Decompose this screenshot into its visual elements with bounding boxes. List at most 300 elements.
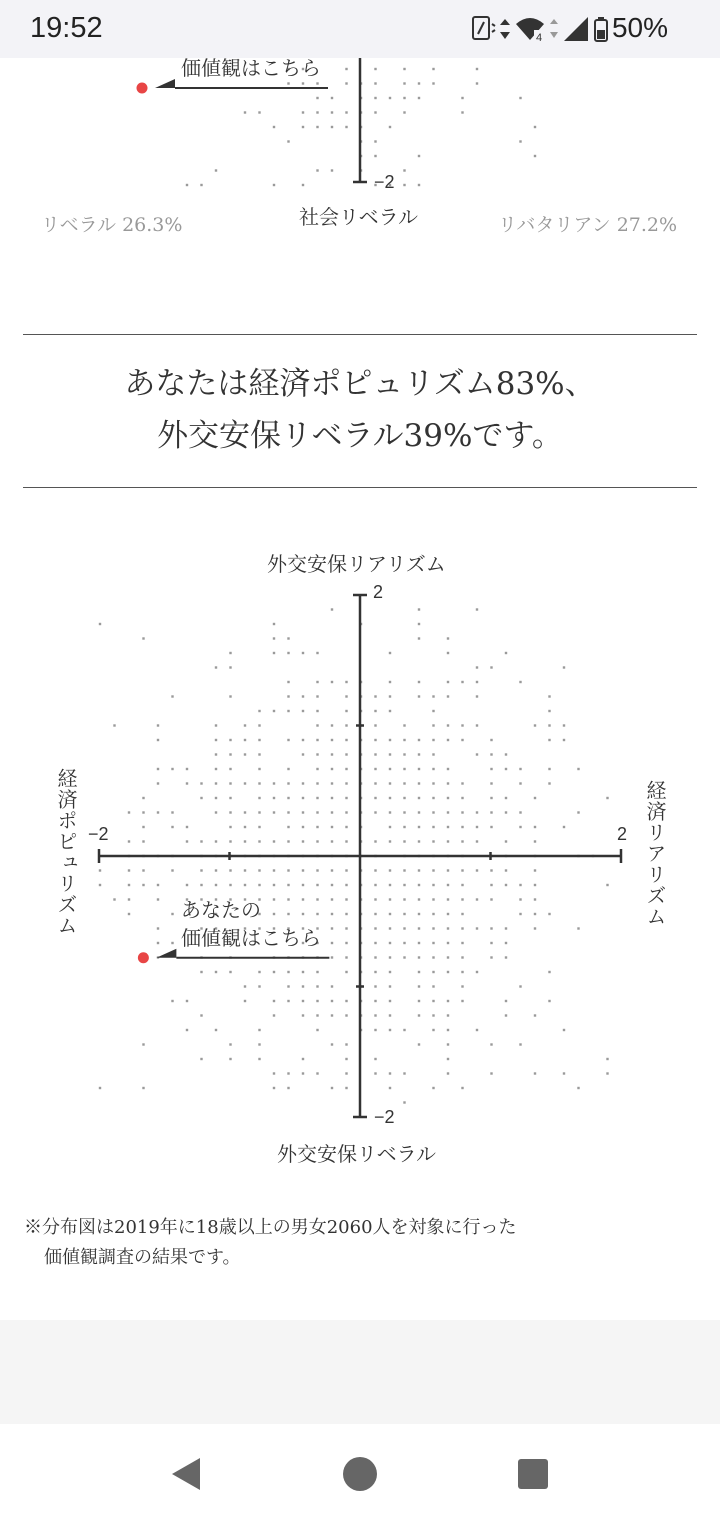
respondent-dot bbox=[215, 811, 217, 813]
respondent-dot bbox=[287, 739, 289, 741]
respondent-dot bbox=[142, 1043, 144, 1045]
signal-icon bbox=[564, 17, 588, 41]
respondent-dot bbox=[229, 652, 231, 654]
respondent-dot bbox=[244, 724, 246, 726]
respondent-dot bbox=[389, 1014, 391, 1016]
respondent-dot bbox=[273, 782, 275, 784]
respondent-dot bbox=[403, 97, 405, 99]
respondent-dot bbox=[331, 1000, 333, 1002]
main-y-min-label: −2 bbox=[374, 1107, 395, 1127]
respondent-dot bbox=[374, 68, 376, 70]
respondent-dot bbox=[316, 710, 318, 712]
respondent-dot bbox=[316, 695, 318, 697]
respondent-dot bbox=[447, 840, 449, 842]
respondent-dot bbox=[548, 768, 550, 770]
respondent-dot bbox=[258, 782, 260, 784]
respondent-dot bbox=[316, 985, 318, 987]
respondent-dot bbox=[331, 840, 333, 842]
respondent-dot bbox=[287, 1000, 289, 1002]
respondent-dot bbox=[476, 68, 478, 70]
respondent-dot bbox=[345, 797, 347, 799]
respondent-dot bbox=[432, 840, 434, 842]
respondent-dot bbox=[186, 826, 188, 828]
respondent-dot bbox=[461, 97, 463, 99]
respondent-dot bbox=[490, 782, 492, 784]
respondent-dot bbox=[229, 1043, 231, 1045]
respondent-dot bbox=[534, 126, 536, 128]
respondent-dot bbox=[215, 666, 217, 668]
respondent-dot bbox=[316, 652, 318, 654]
respondent-dot bbox=[389, 739, 391, 741]
respondent-dot bbox=[302, 184, 304, 186]
respondent-dot bbox=[287, 82, 289, 84]
home-button[interactable] bbox=[340, 1454, 380, 1494]
respondent-dot bbox=[302, 971, 304, 973]
respondent-dot bbox=[461, 111, 463, 113]
respondent-dot bbox=[505, 811, 507, 813]
respondent-dot bbox=[345, 724, 347, 726]
respondent-dot bbox=[389, 971, 391, 973]
respondent-dot bbox=[331, 1043, 333, 1045]
respondent-dot bbox=[244, 111, 246, 113]
respondent-dot bbox=[229, 869, 231, 871]
respondent-dot bbox=[534, 840, 536, 842]
respondent-dot bbox=[418, 840, 420, 842]
respondent-dot bbox=[490, 768, 492, 770]
respondent-dot bbox=[563, 739, 565, 741]
respondent-dot bbox=[432, 1029, 434, 1031]
respondent-dot bbox=[519, 140, 521, 142]
respondent-dot bbox=[374, 898, 376, 900]
respondent-dot bbox=[258, 753, 260, 755]
respondent-dot bbox=[432, 884, 434, 886]
respondent-dot bbox=[142, 884, 144, 886]
respondent-dot bbox=[345, 82, 347, 84]
respondent-dot bbox=[403, 1101, 405, 1103]
respondent-dot bbox=[403, 82, 405, 84]
respondent-dot bbox=[389, 985, 391, 987]
respondent-dot bbox=[476, 82, 478, 84]
respondent-dot bbox=[331, 884, 333, 886]
respondent-dot bbox=[490, 927, 492, 929]
respondent-dot bbox=[186, 1029, 188, 1031]
you-pointer-arrow bbox=[156, 949, 176, 958]
respondent-dot bbox=[273, 637, 275, 639]
respondent-dot bbox=[287, 140, 289, 142]
respondent-dot bbox=[258, 797, 260, 799]
respondent-dot bbox=[490, 811, 492, 813]
respondent-dot bbox=[476, 666, 478, 668]
respondent-dot bbox=[418, 623, 420, 625]
respondent-dot bbox=[171, 768, 173, 770]
respondent-dot bbox=[171, 811, 173, 813]
respondent-dot bbox=[316, 1000, 318, 1002]
respondent-dot bbox=[273, 797, 275, 799]
respondent-dot bbox=[432, 82, 434, 84]
top-you-pointer-arrow bbox=[155, 79, 175, 88]
respondent-dot bbox=[418, 608, 420, 610]
respondent-dot bbox=[229, 797, 231, 799]
respondent-dot bbox=[418, 184, 420, 186]
respondent-dot bbox=[461, 826, 463, 828]
respondent-dot bbox=[215, 797, 217, 799]
respondent-dot bbox=[476, 927, 478, 929]
respondent-dot bbox=[374, 82, 376, 84]
respondent-dot bbox=[461, 913, 463, 915]
respondent-dot bbox=[345, 68, 347, 70]
respondent-dot bbox=[215, 840, 217, 842]
respondent-dot bbox=[418, 942, 420, 944]
respondent-dot bbox=[548, 913, 550, 915]
respondent-dot bbox=[345, 739, 347, 741]
respondent-dot bbox=[316, 169, 318, 171]
respondent-dot bbox=[244, 1000, 246, 1002]
respondent-dot bbox=[563, 826, 565, 828]
svg-text:4: 4 bbox=[536, 32, 543, 44]
respondent-dot bbox=[403, 840, 405, 842]
respondent-dot bbox=[389, 956, 391, 958]
respondent-dot bbox=[476, 724, 478, 726]
respondent-dot bbox=[215, 869, 217, 871]
respondent-dot bbox=[476, 1029, 478, 1031]
respondent-dot bbox=[128, 869, 130, 871]
respondent-dot bbox=[374, 753, 376, 755]
respondent-dot bbox=[490, 869, 492, 871]
respondent-dot bbox=[258, 1058, 260, 1060]
respondent-dot bbox=[287, 869, 289, 871]
respondent-dot bbox=[418, 826, 420, 828]
libertarian-percent: リバタリアン 27.2% bbox=[498, 214, 678, 236]
respondent-dot bbox=[432, 869, 434, 871]
respondent-dot bbox=[374, 840, 376, 842]
respondent-dot bbox=[302, 111, 304, 113]
respondent-dot bbox=[316, 971, 318, 973]
respondent-dot bbox=[374, 985, 376, 987]
respondent-dot bbox=[374, 140, 376, 142]
respondent-dot bbox=[505, 942, 507, 944]
respondent-dot bbox=[418, 155, 420, 157]
respondent-dot bbox=[200, 1014, 202, 1016]
respondent-dot bbox=[606, 1058, 608, 1060]
respondent-dot bbox=[287, 710, 289, 712]
respondent-dot bbox=[606, 1072, 608, 1074]
respondent-dot bbox=[505, 869, 507, 871]
respondent-dot bbox=[229, 753, 231, 755]
respondent-dot bbox=[374, 956, 376, 958]
respondent-dot bbox=[519, 782, 521, 784]
respondent-dot bbox=[505, 753, 507, 755]
respondent-dot bbox=[273, 1087, 275, 1089]
respondent-dot bbox=[461, 1087, 463, 1089]
respondent-dot bbox=[316, 797, 318, 799]
main-you-label-line-1: あなたの bbox=[181, 898, 261, 922]
respondent-dot bbox=[258, 724, 260, 726]
respondent-dot bbox=[418, 956, 420, 958]
respondent-dot bbox=[389, 884, 391, 886]
respondent-dot bbox=[287, 826, 289, 828]
respondent-dot bbox=[345, 1072, 347, 1074]
top-bottom-axis-title: 社会リベラル bbox=[299, 205, 418, 229]
respondent-dot bbox=[432, 797, 434, 799]
status-icon-group bbox=[470, 14, 610, 44]
respondent-dot bbox=[331, 724, 333, 726]
result-line-1: あなたは経済ポピュリズム83%、 bbox=[124, 366, 596, 402]
respondent-dot bbox=[403, 913, 405, 915]
respondent-dot bbox=[534, 1072, 536, 1074]
respondent-dot bbox=[273, 869, 275, 871]
respondent-dot bbox=[432, 768, 434, 770]
respondent-dot bbox=[99, 884, 101, 886]
respondent-dot bbox=[563, 1029, 565, 1031]
respondent-dot bbox=[519, 985, 521, 987]
respondent-dot bbox=[418, 768, 420, 770]
respondent-dot bbox=[258, 739, 260, 741]
respondent-dot bbox=[128, 811, 130, 813]
respondent-dot bbox=[432, 68, 434, 70]
respondent-dot bbox=[374, 884, 376, 886]
respondent-dot bbox=[447, 1072, 449, 1074]
respondent-dot bbox=[229, 826, 231, 828]
respondent-dot bbox=[200, 840, 202, 842]
respondent-dot bbox=[548, 695, 550, 697]
respondent-dot bbox=[273, 840, 275, 842]
respondent-dot bbox=[113, 724, 115, 726]
respondent-dot bbox=[461, 1000, 463, 1002]
recents-icon bbox=[514, 1454, 554, 1494]
respondent-dot bbox=[331, 768, 333, 770]
respondent-dot bbox=[418, 1043, 420, 1045]
respondent-dot bbox=[157, 884, 159, 886]
respondent-dot bbox=[374, 739, 376, 741]
respondent-dot bbox=[476, 695, 478, 697]
respondent-dot bbox=[418, 97, 420, 99]
respondent-dot bbox=[447, 637, 449, 639]
back-button[interactable] bbox=[166, 1454, 206, 1494]
respondent-dot bbox=[403, 68, 405, 70]
respondent-dot bbox=[447, 768, 449, 770]
respondent-dot bbox=[490, 826, 492, 828]
respondent-dot bbox=[157, 811, 159, 813]
respondent-dot bbox=[186, 884, 188, 886]
respondent-dot bbox=[403, 942, 405, 944]
respondent-dot bbox=[229, 695, 231, 697]
respondent-dot bbox=[548, 710, 550, 712]
respondent-dot bbox=[215, 739, 217, 741]
respondent-dot bbox=[374, 1029, 376, 1031]
respondent-dot bbox=[389, 927, 391, 929]
respondent-dot bbox=[244, 739, 246, 741]
respondent-dot bbox=[389, 942, 391, 944]
respondent-dot bbox=[563, 724, 565, 726]
respondent-dot bbox=[432, 826, 434, 828]
respondent-dot bbox=[432, 913, 434, 915]
respondent-dot bbox=[244, 869, 246, 871]
respondent-dot bbox=[505, 1000, 507, 1002]
respondent-dot bbox=[302, 695, 304, 697]
respondent-dot bbox=[447, 797, 449, 799]
respondent-dot bbox=[461, 869, 463, 871]
respondent-dot bbox=[331, 97, 333, 99]
respondent-dot bbox=[490, 797, 492, 799]
respondent-dot bbox=[331, 811, 333, 813]
respondent-dot bbox=[258, 710, 260, 712]
respondent-dot bbox=[374, 913, 376, 915]
respondent-dot bbox=[200, 184, 202, 186]
respondent-dot bbox=[432, 1087, 434, 1089]
respondent-dot bbox=[287, 768, 289, 770]
respondent-dot bbox=[534, 724, 536, 726]
respondent-dot bbox=[331, 826, 333, 828]
respondent-dot bbox=[490, 753, 492, 755]
respondent-dot bbox=[418, 811, 420, 813]
main-plot-svg bbox=[0, 580, 720, 1140]
respondent-dot bbox=[287, 782, 289, 784]
footer-space bbox=[0, 1320, 720, 1424]
respondent-dot bbox=[113, 898, 115, 900]
respondent-dot bbox=[519, 1043, 521, 1045]
respondent-dot bbox=[331, 126, 333, 128]
respondent-dot bbox=[302, 1014, 304, 1016]
respondent-dot bbox=[389, 898, 391, 900]
respondent-dot bbox=[490, 884, 492, 886]
respondent-dot bbox=[577, 1087, 579, 1089]
respondent-dot bbox=[200, 1058, 202, 1060]
respondent-dot bbox=[374, 111, 376, 113]
respondent-dot bbox=[186, 768, 188, 770]
respondent-dot bbox=[403, 184, 405, 186]
respondent-dot bbox=[432, 753, 434, 755]
respondent-dot bbox=[461, 797, 463, 799]
respondent-dot bbox=[99, 869, 101, 871]
top-y-min-label: −2 bbox=[374, 172, 395, 192]
respondent-dot bbox=[461, 739, 463, 741]
respondent-dot bbox=[157, 768, 159, 770]
respondent-dot bbox=[389, 681, 391, 683]
respondent-dot bbox=[374, 1072, 376, 1074]
respondent-dot bbox=[418, 971, 420, 973]
respondent-dot bbox=[374, 710, 376, 712]
respondent-dot bbox=[157, 739, 159, 741]
main-you-label bbox=[181, 896, 321, 952]
respondent-dot bbox=[374, 155, 376, 157]
respondent-dot bbox=[505, 1014, 507, 1016]
recents-button[interactable] bbox=[514, 1454, 554, 1494]
respondent-dot bbox=[171, 1000, 173, 1002]
respondent-dot bbox=[418, 869, 420, 871]
respondent-dot bbox=[490, 956, 492, 958]
respondent-dot bbox=[186, 840, 188, 842]
respondent-dot bbox=[273, 884, 275, 886]
respondent-dot bbox=[345, 826, 347, 828]
respondent-dot bbox=[258, 840, 260, 842]
respondent-dot bbox=[403, 869, 405, 871]
respondent-dot bbox=[258, 884, 260, 886]
respondent-dot bbox=[374, 1014, 376, 1016]
respondent-dot bbox=[476, 826, 478, 828]
respondent-dot bbox=[302, 753, 304, 755]
respondent-dot bbox=[432, 956, 434, 958]
respondent-dot bbox=[403, 898, 405, 900]
respondent-dot bbox=[273, 126, 275, 128]
respondent-dot bbox=[273, 652, 275, 654]
respondent-dot bbox=[244, 753, 246, 755]
respondent-dot bbox=[287, 1087, 289, 1089]
respondent-dot bbox=[418, 681, 420, 683]
respondent-dot bbox=[316, 826, 318, 828]
respondent-dot bbox=[389, 1029, 391, 1031]
top-plot-svg bbox=[0, 58, 720, 198]
respondent-dot bbox=[186, 184, 188, 186]
respondent-dot bbox=[418, 1000, 420, 1002]
respondent-dot bbox=[563, 666, 565, 668]
respondent-dot bbox=[432, 1014, 434, 1016]
data-arrows-icon-2 bbox=[550, 19, 558, 38]
respondent-dot bbox=[490, 1072, 492, 1074]
respondent-dot bbox=[389, 913, 391, 915]
respondent-dot bbox=[389, 1072, 391, 1074]
respondent-dot bbox=[128, 913, 130, 915]
respondent-dot bbox=[302, 826, 304, 828]
respondent-dot bbox=[519, 913, 521, 915]
respondent-dot bbox=[229, 739, 231, 741]
respondent-dot bbox=[229, 768, 231, 770]
respondent-dot bbox=[302, 797, 304, 799]
respondent-dot bbox=[403, 111, 405, 113]
respondent-dot bbox=[476, 840, 478, 842]
respondent-dot bbox=[418, 898, 420, 900]
respondent-dot bbox=[287, 695, 289, 697]
respondent-dot bbox=[244, 811, 246, 813]
respondent-dot bbox=[548, 1000, 550, 1002]
respondent-dot bbox=[403, 739, 405, 741]
navigation-bar bbox=[0, 1424, 720, 1520]
respondent-dot bbox=[287, 985, 289, 987]
respondent-dot bbox=[447, 695, 449, 697]
respondent-dot bbox=[548, 971, 550, 973]
respondent-dot bbox=[331, 608, 333, 610]
respondent-dot bbox=[490, 666, 492, 668]
respondent-dot bbox=[302, 739, 304, 741]
respondent-dot bbox=[258, 869, 260, 871]
respondent-dot bbox=[505, 956, 507, 958]
respondent-dot bbox=[157, 724, 159, 726]
respondent-dot bbox=[345, 913, 347, 915]
respondent-dot bbox=[316, 768, 318, 770]
respondent-dot bbox=[128, 840, 130, 842]
respondent-dot bbox=[374, 724, 376, 726]
respondent-dot bbox=[244, 826, 246, 828]
respondent-dot bbox=[287, 681, 289, 683]
respondent-dot bbox=[316, 840, 318, 842]
respondent-dot bbox=[374, 869, 376, 871]
respondent-dot bbox=[432, 898, 434, 900]
respondent-dot bbox=[403, 811, 405, 813]
respondent-dot bbox=[345, 927, 347, 929]
respondent-dot bbox=[461, 840, 463, 842]
respondent-dot bbox=[302, 782, 304, 784]
respondent-dot bbox=[447, 971, 449, 973]
respondent-dot bbox=[345, 840, 347, 842]
respondent-dot bbox=[548, 782, 550, 784]
respondent-dot bbox=[476, 898, 478, 900]
respondent-dot bbox=[316, 739, 318, 741]
respondent-dot bbox=[374, 942, 376, 944]
result-divider-bottom bbox=[23, 487, 697, 488]
result-line-2: 外交安保リベラル39%です。 bbox=[157, 418, 563, 454]
respondent-dot bbox=[461, 942, 463, 944]
respondent-dot bbox=[447, 913, 449, 915]
respondent-dot bbox=[229, 666, 231, 668]
